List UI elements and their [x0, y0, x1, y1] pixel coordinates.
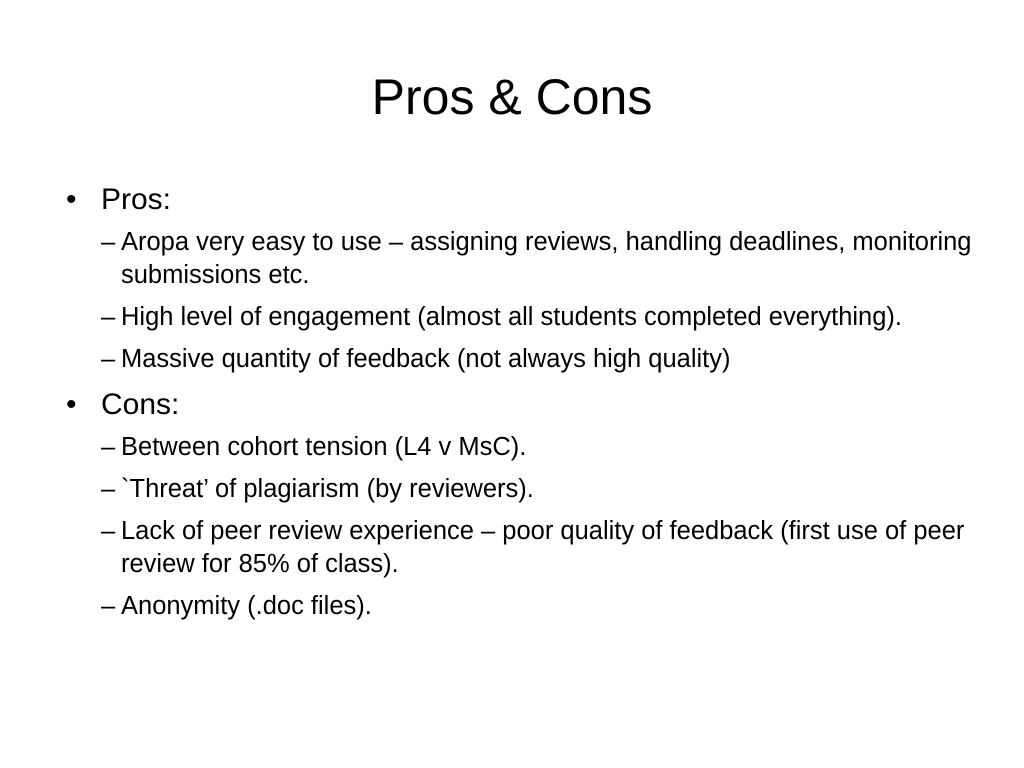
- dash-icon: –: [101, 592, 116, 620]
- list-item: [76, 515, 976, 581]
- list-item-text: Between cohort tension (L4 v MsC).: [121, 433, 527, 461]
- slide-body: [66, 180, 976, 632]
- bullet-icon: •: [66, 388, 77, 421]
- dash-icon: –: [101, 475, 116, 503]
- dash-icon: –: [101, 228, 116, 256]
- pros-heading-item: [66, 180, 976, 220]
- dash-icon: –: [101, 345, 116, 373]
- list-item-text: Massive quantity of feedback (not always high quality): [121, 345, 731, 373]
- dash-icon: –: [101, 303, 116, 331]
- list-item-text: Anonymity (.doc files).: [121, 592, 372, 620]
- list-item-text: High level of engagement (almost all students completed everything).: [121, 303, 902, 331]
- list-item: [76, 431, 976, 464]
- slide-title: Pros & Cons: [371, 69, 653, 125]
- list-item: [76, 301, 976, 334]
- cons-heading: Cons:: [101, 388, 180, 421]
- list-item: [76, 343, 976, 376]
- pros-heading: Pros:: [101, 183, 172, 216]
- bullet-icon: •: [66, 183, 77, 216]
- cons-list: [76, 431, 976, 623]
- cons-heading-item: [66, 385, 976, 425]
- dash-icon: –: [101, 517, 116, 545]
- list-item: [76, 226, 976, 292]
- list-item: [76, 473, 976, 506]
- pros-list: [76, 226, 976, 376]
- list-item-text: Aropa very easy to use – assigning reviews, handling deadlines, monitoring submissions etc.: [121, 228, 972, 289]
- list-item: [76, 590, 976, 623]
- list-item-text: Lack of peer review experience – poor quality of feedback (first use of peer review for 85% of class).: [121, 517, 965, 578]
- list-item-text: `Threat’ of plagiarism (by reviewers).: [121, 475, 534, 503]
- dash-icon: –: [101, 433, 116, 461]
